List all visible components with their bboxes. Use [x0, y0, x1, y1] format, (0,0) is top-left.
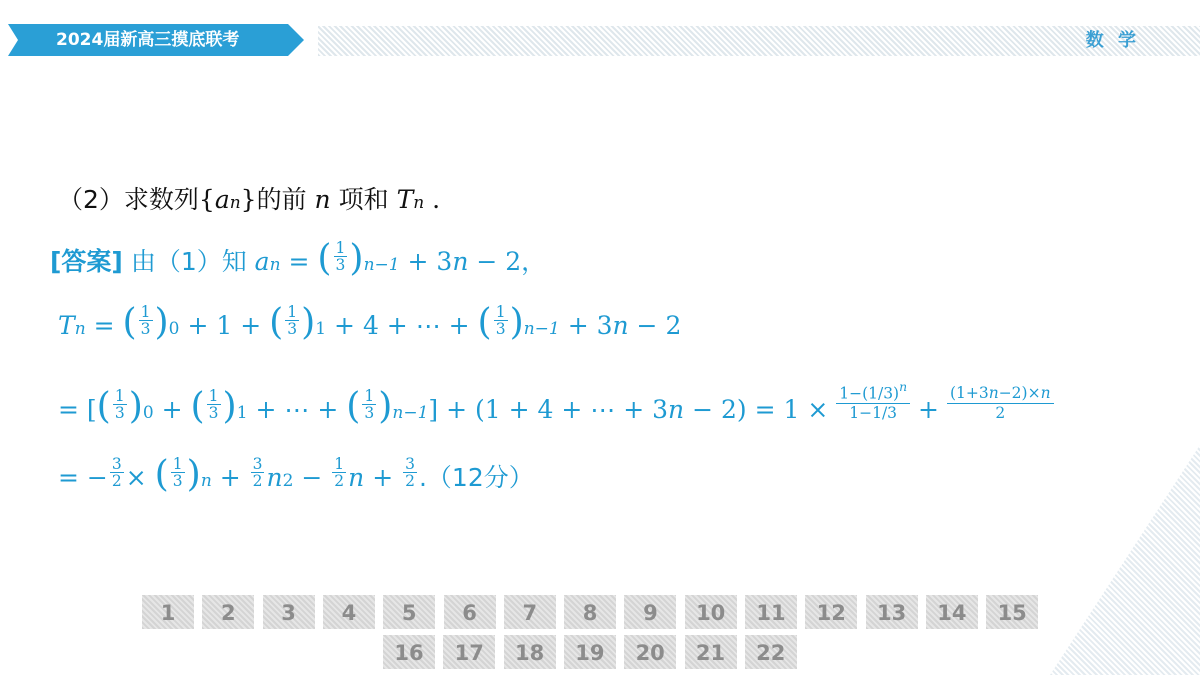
page-button-3[interactable]: 3	[263, 595, 315, 629]
answer-intro: 由（1）知	[130, 247, 247, 276]
corner-decoration	[1050, 445, 1200, 675]
answer-line-3: = [( $\frac{1}{3}$ )0 + ( $\frac{1}{3}$ )1 + ⋯ + ( $\frac{1}{3}$ )n−1] + (1 + 4 + ⋯ + 3n − 2) = 1 × $\frac{1-(1/3)^n}{1-1/3}$ + $\frac{(1+3n-2)\times n}{2}$	[58, 380, 1054, 427]
Tn-symbol: T	[58, 311, 75, 340]
page-button-17[interactable]: 17	[443, 635, 495, 669]
page-button-22[interactable]: 22	[745, 635, 797, 669]
question-line	[58, 180, 440, 216]
question-n: n	[314, 185, 331, 214]
subject-label: 数 学	[1085, 30, 1140, 51]
page-button-6[interactable]: 6	[444, 595, 496, 629]
header-stripe	[318, 26, 1200, 56]
page-button-16[interactable]: 16	[383, 635, 435, 669]
page-button-2[interactable]: 2	[202, 595, 254, 629]
answer-line-4: = − $\frac{3}{2}$ × ( $\frac{1}{3}$ )n + $\frac{3}{2}$ n2 − $\frac{1}{2}$ n + $\frac{3}{2}$ .（12分）	[58, 452, 534, 495]
page-button-4[interactable]: 4	[323, 595, 375, 629]
page-button-11[interactable]: 11	[745, 595, 797, 629]
answer-formula-an: an = ( $\frac{1}{3}$ )n−1 + 3n − 2，	[254, 236, 547, 279]
page-button-18[interactable]: 18	[504, 635, 556, 669]
page-button-7[interactable]: 7	[504, 595, 556, 629]
page-button-9[interactable]: 9	[624, 595, 676, 629]
answer-line-1	[50, 236, 546, 279]
answer-line-2: Tn = ( $\frac{1}{3}$ )0 + 1 + ( $\frac{1}{3}$ )1 + 4 + ⋯ + ( $\frac{1}{3}$ )n−1 + 3n − 2	[58, 300, 682, 343]
question-mid: 的前	[256, 185, 307, 214]
page-button-19[interactable]: 19	[564, 635, 616, 669]
seq-close: }	[240, 185, 257, 214]
seq-open: {	[198, 185, 215, 214]
page-button-21[interactable]: 21	[685, 635, 737, 669]
page-button-5[interactable]: 5	[383, 595, 435, 629]
question-T: T	[396, 185, 414, 214]
question-mid2: 项和	[338, 185, 389, 214]
page-button-15[interactable]: 15	[986, 595, 1038, 629]
page-button-8[interactable]: 8	[564, 595, 616, 629]
question-prefix: （2）求数列	[58, 185, 199, 214]
page-button-13[interactable]: 13	[866, 595, 918, 629]
exam-title: 2024届新高三摸底联考	[56, 30, 240, 50]
page-button-1[interactable]: 1	[142, 595, 194, 629]
question-end: .	[432, 185, 441, 214]
page-button-10[interactable]: 10	[685, 595, 737, 629]
score-note: .（12分）	[418, 463, 534, 492]
page-button-20[interactable]: 20	[624, 635, 676, 669]
seq-sub: n	[229, 193, 241, 213]
question-T-sub: n	[413, 193, 425, 213]
page-button-12[interactable]: 12	[805, 595, 857, 629]
seq-var: a	[214, 185, 230, 214]
page-button-14[interactable]: 14	[926, 595, 978, 629]
answer-label: [答案]	[50, 247, 123, 276]
